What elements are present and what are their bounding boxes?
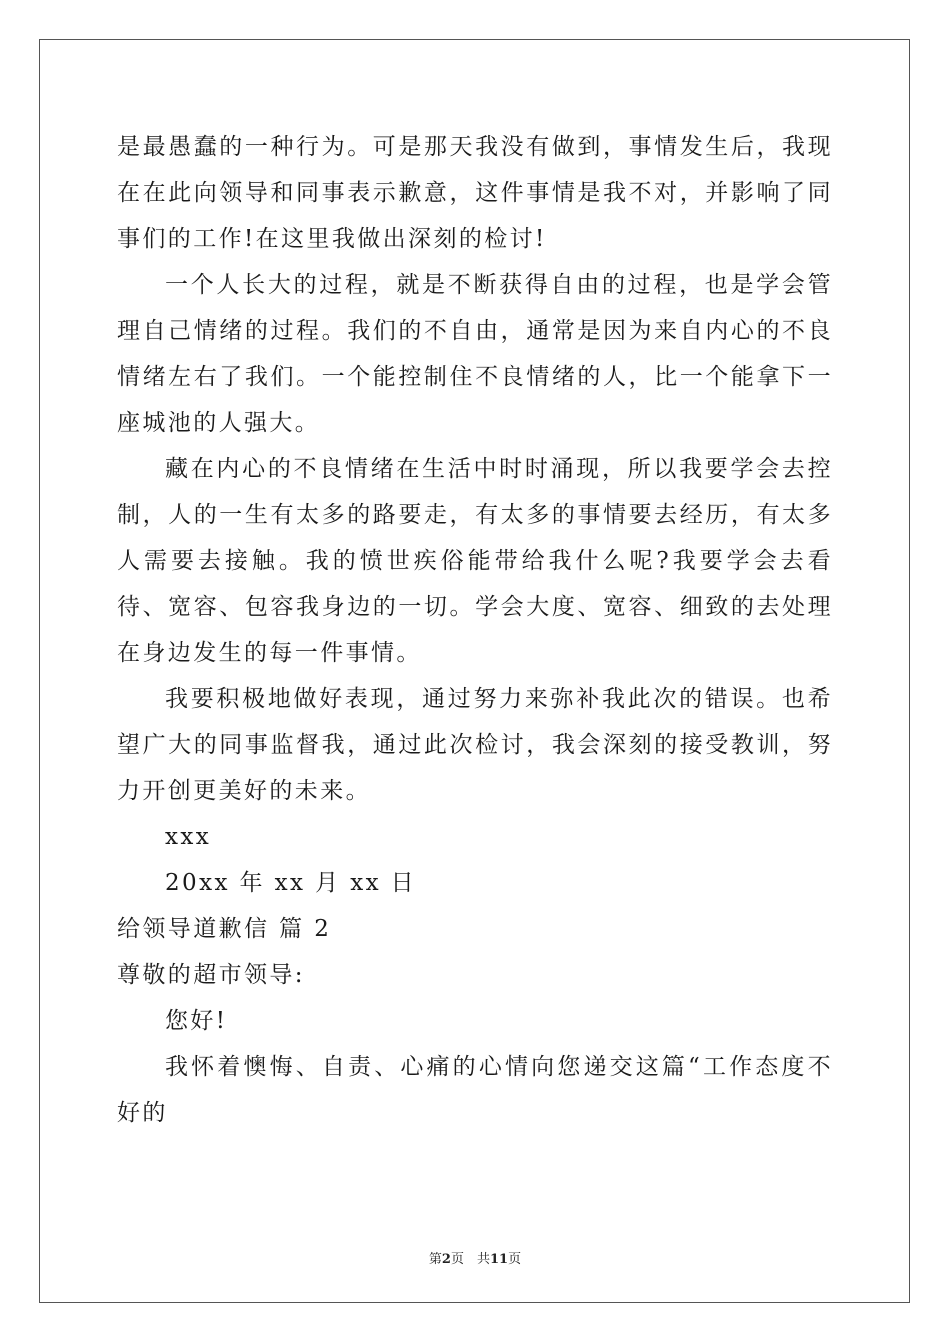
footer-page-number: 2 xyxy=(441,1252,451,1267)
page-footer xyxy=(0,1248,950,1267)
section-heading: 给领导道歉信 篇 2 xyxy=(117,916,332,942)
greeting: 您好! xyxy=(165,1008,228,1034)
signature-date: 20xx 年 xx 月 xx 日 xyxy=(165,870,417,896)
footer-prefix: 第 xyxy=(428,1252,442,1267)
signature-name: xxx xyxy=(165,824,212,850)
salutation: 尊敬的超市领导: xyxy=(117,962,305,988)
footer-suffix: 页 xyxy=(508,1252,522,1267)
document-body xyxy=(117,124,833,1136)
footer-mid: 页 共 xyxy=(450,1252,490,1267)
footer-total-pages: 11 xyxy=(489,1252,509,1267)
paragraph-3: 藏在内心的不良情绪在生活中时时涌现，所以我要学会去控制，人的一生有太多的路要走，有太多的事情要去经历，有太多人需要去接触。我的愤世疾俗能带给我什么呢?我要学会去看待、宽容、包容我身边的一切。学会大度、宽容、细致的去处理在身边发生的每一件事情。 xyxy=(117,456,833,666)
paragraph-2: 一个人长大的过程，就是不断获得自由的过程，也是学会管理自己情绪的过程。我们的不自由，通常是因为来自内心的不良情绪左右了我们。一个能控制住不良情绪的人，比一个能拿下一座城池的人强大。 xyxy=(117,272,833,436)
paragraph-4: 我要积极地做好表现，通过努力来弥补我此次的错误。也希望广大的同事监督我，通过此次检讨，我会深刻的接受教训，努力开创更美好的未来。 xyxy=(117,686,833,804)
paragraph-1: 是最愚蠢的一种行为。可是那天我没有做到，事情发生后，我现在在此向领导和同事表示歉意，这件事情是我不对，并影响了同事们的工作!在这里我做出深刻的检讨! xyxy=(117,134,833,252)
paragraph-letter-start: 我怀着懊悔、自责、心痛的心情向您递交这篇“工作态度不好的 xyxy=(117,1054,833,1126)
